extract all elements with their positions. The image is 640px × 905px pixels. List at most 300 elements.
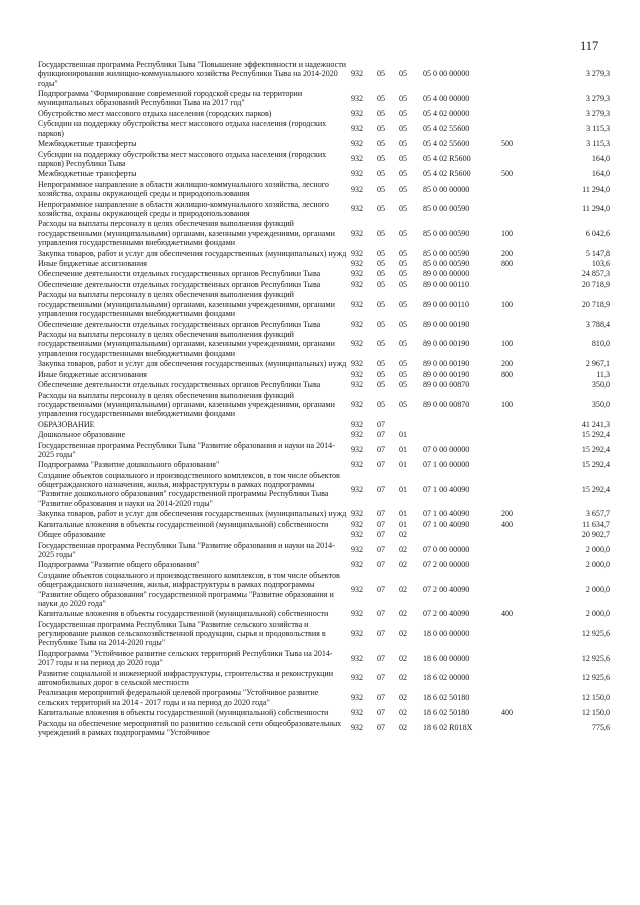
section-cell: 07 xyxy=(377,653,386,663)
ved-cell: 932 xyxy=(351,484,364,494)
subsection-cell: 05 xyxy=(399,123,408,133)
section-cell: 05 xyxy=(377,299,386,309)
name: Дошкольное образование xyxy=(38,430,126,440)
section-cell: 05 xyxy=(377,399,386,409)
target-article-cell: 89 0 00 00870 xyxy=(423,380,470,390)
table-row xyxy=(38,520,610,530)
name: Государственная программа Республики Тыва "Развитие сельского хозяйства и регулирование рынков сельскохозяйственной продукции, сырья и продовольствия в Республике Тыва на 2014-2020 годы" xyxy=(38,619,326,648)
ved-cell: 932 xyxy=(351,545,364,555)
expense-type-cell xyxy=(501,649,541,669)
amount-cell: 12 150,0 xyxy=(581,693,610,703)
table-row xyxy=(38,471,610,509)
name: Подпрограмма "Развитие общего образования" xyxy=(38,560,200,570)
budget-table xyxy=(38,60,610,739)
expense-type-cell: 800 xyxy=(501,369,514,379)
section-cell: 07 xyxy=(377,693,386,703)
table-row xyxy=(38,571,610,609)
section-cell: 07 xyxy=(377,560,386,570)
amount-cell: 5 147,8 xyxy=(585,248,610,258)
expense-type-cell xyxy=(501,530,541,540)
subsection-cell: 05 xyxy=(399,339,408,349)
subsection-cell: 01 xyxy=(399,460,408,470)
table-row xyxy=(38,330,610,359)
name: Субсидии на поддержку обустройства мест массового отдыха населения (городских парков) xyxy=(38,119,327,138)
name: Капитальные вложения в объекты государственной (муниципальной) собственности xyxy=(38,708,329,718)
expense-type-cell: 400 xyxy=(501,708,514,718)
table-row xyxy=(38,460,610,470)
table-row xyxy=(38,620,610,649)
subsection-cell: 02 xyxy=(399,693,408,703)
subsection-cell: 05 xyxy=(399,369,408,379)
ved-cell: 932 xyxy=(351,319,364,329)
target-article-cell: 85 0 00 00590 xyxy=(423,259,470,268)
name: Подпрограмма "Формирование современной городской среды на территории муниципальных образований Республики Тыва на 2017 год" xyxy=(38,89,303,108)
section-cell: 07 xyxy=(377,673,386,683)
expense-type-cell: 200 xyxy=(501,359,514,369)
name: Расходы на выплаты персоналу в целях обеспечения выполнения функций государственными (муниципальными) органами, казенными учреждениями, органами управления государственными внебюджетными фондами xyxy=(38,330,335,358)
target-article-cell: 05 4 02 R5600 xyxy=(423,154,471,164)
table-row xyxy=(38,200,610,220)
table-row xyxy=(38,180,610,200)
amount-cell: 2 000,0 xyxy=(585,584,610,594)
section-cell: 05 xyxy=(377,123,386,133)
expense-type-cell xyxy=(501,430,541,440)
ved-cell: 932 xyxy=(351,419,364,429)
section-cell: 05 xyxy=(377,69,386,79)
name: Капитальные вложения в объекты государственной (муниципальной) собственности xyxy=(38,519,329,529)
subsection-cell: 02 xyxy=(399,723,408,733)
table-row xyxy=(38,609,610,619)
section-cell: 07 xyxy=(377,545,386,555)
expense-type-cell xyxy=(501,269,541,279)
name: Создание объектов социального и производственного комплексов, в том числе объектов общегражданского назначения, жилья, инфраструктуры в рамках подпрограммы "Развитие дошкольного образования" государственной программы Республики Тыва "Развитие образования и науки на 2014-2020 годы" xyxy=(38,470,340,508)
subsection-cell: 01 xyxy=(399,445,408,455)
amount-cell: 350,0 xyxy=(591,399,610,409)
ved-cell: 932 xyxy=(351,93,364,103)
amount-cell: 15 292,4 xyxy=(581,430,610,440)
ved-cell: 932 xyxy=(351,279,364,289)
amount-cell: 20 902,7 xyxy=(581,530,610,540)
subsection-cell: 02 xyxy=(399,609,408,619)
name: Капитальные вложения в объекты государственной (муниципальной) собственности xyxy=(38,609,329,619)
amount-cell: 12 925,6 xyxy=(581,653,610,663)
section-cell: 05 xyxy=(377,259,386,268)
subsection-cell: 05 xyxy=(399,184,408,194)
ved-cell: 932 xyxy=(351,673,364,683)
target-article-cell: 07 0 00 00000 xyxy=(423,445,470,455)
ved-cell: 932 xyxy=(351,123,364,133)
subsection-cell: 02 xyxy=(399,653,408,663)
section-cell: 05 xyxy=(377,169,386,179)
target-article-cell: 89 0 00 00870 xyxy=(423,399,470,409)
ved-cell: 932 xyxy=(351,108,364,118)
target-article-cell: 89 0 00 00110 xyxy=(423,299,469,309)
ved-cell: 932 xyxy=(351,584,364,594)
amount-cell: 11,3 xyxy=(596,369,610,379)
target-article-cell: 05 4 00 00000 xyxy=(423,93,470,103)
expense-type-cell xyxy=(501,119,541,139)
table-row xyxy=(38,60,610,89)
subsection-cell: 02 xyxy=(399,545,408,555)
target-article-cell: 07 2 00 40090 xyxy=(423,584,470,594)
expense-type-cell xyxy=(501,571,541,609)
name: Обустройство мест массового отдыха населения (городских парков) xyxy=(38,108,272,118)
ved-cell: 932 xyxy=(351,460,364,470)
ved-cell: 932 xyxy=(351,708,364,718)
target-article-cell: 89 0 00 00190 xyxy=(423,369,470,379)
section-cell: 07 xyxy=(377,629,386,639)
target-article-cell: 18 6 02 50180 xyxy=(423,693,470,703)
table-row xyxy=(38,391,610,420)
name: Обеспечение деятельности отдельных государственных органов Республики Тыва xyxy=(38,279,321,289)
subsection-cell: 05 xyxy=(399,139,408,149)
section-cell: 05 xyxy=(377,319,386,329)
name: Подпрограмма "Устойчивое развитие сельских территорий Республики Тыва на 2014-2017 годы и на период до 2020 года" xyxy=(38,648,333,668)
name: Государственная программа Республики Тыва "Развитие образования и науки на 2014-2025 годы" xyxy=(38,440,335,459)
table-row xyxy=(38,169,610,179)
section-cell: 07 xyxy=(377,584,386,594)
ved-cell: 932 xyxy=(351,269,364,279)
target-article-cell: 89 0 00 00190 xyxy=(423,319,470,329)
section-cell: 05 xyxy=(377,93,386,103)
target-article-cell: 85 0 00 00590 xyxy=(423,228,470,238)
ved-cell: 932 xyxy=(351,723,364,733)
section-cell: 05 xyxy=(377,139,386,149)
amount-cell: 2 000,0 xyxy=(585,609,610,619)
name: Межбюджетные трансферты xyxy=(38,139,137,149)
amount-cell: 11 294,0 xyxy=(582,184,610,194)
subsection-cell: 01 xyxy=(399,484,408,494)
ved-cell: 932 xyxy=(351,259,364,268)
subsection-cell: 05 xyxy=(399,359,408,369)
ved-cell: 932 xyxy=(351,530,364,540)
subsection-cell: 05 xyxy=(399,399,408,409)
section-cell: 05 xyxy=(377,380,386,390)
target-article-cell: 89 0 00 00000 xyxy=(423,269,470,279)
section-cell: 07 xyxy=(377,519,386,529)
section-cell: 05 xyxy=(377,339,386,349)
table-row xyxy=(38,560,610,570)
table-row xyxy=(38,359,610,369)
name: Расходы на обеспечение мероприятий по развитию сельской сети общеобразовательных учреждений в рамках подпрограммы "Устойчивое xyxy=(38,718,342,738)
section-cell: 07 xyxy=(377,460,386,470)
expense-type-cell xyxy=(501,560,541,570)
ved-cell: 932 xyxy=(351,299,364,309)
target-article-cell: 89 0 00 00190 xyxy=(423,339,470,349)
target-article-cell: 05 4 02 00000 xyxy=(423,108,470,118)
table-row xyxy=(38,139,610,149)
name: Государственная программа Республики Тыва "Повышение эффективности и надежности функционирования жилищно-коммунального хозяйства Республики Тыва на 2014-2020 годы" xyxy=(38,60,347,88)
amount-cell: 6 042,6 xyxy=(585,228,610,238)
name: Обеспечение деятельности отдельных государственных органов Республики Тыва xyxy=(38,319,321,329)
target-article-cell: 07 2 00 00000 xyxy=(423,560,470,570)
ved-cell: 932 xyxy=(351,629,364,639)
ved-cell: 932 xyxy=(351,693,364,703)
section-cell: 07 xyxy=(377,530,386,540)
amount-cell: 20 718,9 xyxy=(581,279,610,289)
table-row xyxy=(38,430,610,440)
amount-cell: 3 115,3 xyxy=(586,139,610,149)
expense-type-cell xyxy=(501,688,541,708)
ved-cell: 932 xyxy=(351,359,364,369)
amount-cell: 15 292,4 xyxy=(581,460,610,470)
subsection-cell: 02 xyxy=(399,530,408,540)
expense-type-cell xyxy=(501,150,541,170)
amount-cell: 11 294,0 xyxy=(582,204,610,214)
section-cell: 05 xyxy=(377,279,386,289)
subsection-cell: 05 xyxy=(399,319,408,329)
subsection-cell: 05 xyxy=(399,228,408,238)
name: Закупка товаров, работ и услуг для обеспечения государственных (муниципальных) нужд xyxy=(38,248,347,258)
name: Расходы на выплаты персоналу в целях обеспечения выполнения функций государственными (муниципальными) органами, казенными учреждениями, органами управления государственными внебюджетными фондами xyxy=(38,390,335,419)
name: Реализация мероприятий федеральной целевой программы "Устойчивое развитие сельских территорий на 2014 - 2017 годы и на период до 2020 года" xyxy=(38,688,319,707)
amount-cell: 12 925,6 xyxy=(581,673,610,683)
expense-type-cell xyxy=(501,420,541,430)
subsection-cell: 05 xyxy=(399,248,408,258)
amount-cell: 41 241,3 xyxy=(581,419,610,429)
ved-cell: 932 xyxy=(351,369,364,379)
name: Расходы на выплаты персоналу в целях обеспечения выполнения функций государственными (муниципальными) органами, казенными учреждениями, органами управления государственными внебюджетными фондами xyxy=(38,219,335,248)
name: Субсидии на поддержку обустройства мест массового отдыха населения (городских парков) Республики Тыва xyxy=(38,149,327,168)
section-cell: 07 xyxy=(377,484,386,494)
subsection-cell: 01 xyxy=(399,519,408,529)
section-cell: 05 xyxy=(377,204,386,214)
expense-type-cell: 400 xyxy=(501,519,514,529)
expense-type-cell xyxy=(501,620,541,649)
target-article-cell: 89 0 00 00110 xyxy=(423,279,469,289)
subsection-cell: 05 xyxy=(399,169,408,179)
target-article-cell: 07 1 00 40090 xyxy=(423,484,470,494)
ved-cell: 932 xyxy=(351,154,364,164)
table-row xyxy=(38,420,610,430)
amount-cell: 12 925,6 xyxy=(581,629,610,639)
name: ОБРАЗОВАНИЕ xyxy=(38,419,95,429)
amount-cell: 3 279,3 xyxy=(585,93,610,103)
expense-type-cell xyxy=(501,60,541,89)
name: Общее образование xyxy=(38,530,106,540)
expense-type-cell xyxy=(501,89,541,109)
section-cell: 07 xyxy=(377,419,386,429)
amount-cell: 20 718,9 xyxy=(581,299,610,309)
target-article-cell: 18 0 00 00000 xyxy=(423,629,470,639)
subsection-cell: 05 xyxy=(399,299,408,309)
name: Иные бюджетные ассигнования xyxy=(38,369,147,379)
table-row xyxy=(38,89,610,109)
amount-cell: 3 788,4 xyxy=(585,319,610,329)
ved-cell: 932 xyxy=(351,445,364,455)
name: Обеспечение деятельности отдельных государственных органов Республики Тыва xyxy=(38,269,321,279)
subsection-cell: 05 xyxy=(399,380,408,390)
target-article-cell: 85 0 00 00590 xyxy=(423,248,470,258)
ved-cell: 932 xyxy=(351,519,364,529)
name: Расходы на выплаты персоналу в целях обеспечения выполнения функций государственными (муниципальными) органами, казенными учреждениями, органами управления государственными внебюджетными фондами xyxy=(38,290,335,319)
amount-cell: 103,6 xyxy=(591,259,610,268)
target-article-cell: 05 4 02 55600 xyxy=(423,123,470,133)
name: Иные бюджетные ассигнования xyxy=(38,259,147,268)
section-cell: 05 xyxy=(377,369,386,379)
name: Закупка товаров, работ и услуг для обеспечения государственных (муниципальных) нужд xyxy=(38,509,347,519)
amount-cell: 15 292,4 xyxy=(581,445,610,455)
table-row xyxy=(38,649,610,669)
expense-type-cell xyxy=(501,180,541,200)
subsection-cell: 05 xyxy=(399,93,408,103)
section-cell: 07 xyxy=(377,445,386,455)
amount-cell: 164,0 xyxy=(591,169,610,179)
expense-type-cell xyxy=(501,669,541,689)
table-row xyxy=(38,259,610,269)
table-row xyxy=(38,719,610,739)
section-cell: 05 xyxy=(377,154,386,164)
name: Создание объектов социального и производственного комплексов, в том числе объектов общегражданского назначения, жилья, инфраструктуры в рамках подпрограммы "Развитие общего образования" государственной программы "Развитие образования и науки до 2020 года" xyxy=(38,570,340,608)
section-cell: 05 xyxy=(377,359,386,369)
ved-cell: 932 xyxy=(351,228,364,238)
table-row xyxy=(38,441,610,461)
table-row xyxy=(38,150,610,170)
target-article-cell: 85 0 00 00590 xyxy=(423,204,470,214)
table-row xyxy=(38,269,610,279)
table-row xyxy=(38,290,610,319)
expense-type-cell xyxy=(501,109,541,119)
ved-cell: 932 xyxy=(351,139,364,149)
amount-cell: 11 634,7 xyxy=(582,519,610,529)
target-article-cell: 05 4 02 55600 xyxy=(423,139,470,149)
amount-cell: 2 000,0 xyxy=(585,560,610,570)
table-row xyxy=(38,320,610,330)
table-row xyxy=(38,509,610,519)
expense-type-cell: 200 xyxy=(501,248,514,258)
target-article-cell: 18 6 02 R018X xyxy=(423,723,473,733)
amount-cell: 350,0 xyxy=(591,380,610,390)
section-cell: 07 xyxy=(377,609,386,619)
table-row xyxy=(38,530,610,540)
target-article-cell: 18 6 02 00000 xyxy=(423,673,470,683)
expense-type-cell xyxy=(501,441,541,461)
amount-cell: 3 115,3 xyxy=(586,123,610,133)
name: Непрограммное направление в области жилищно-коммунального хозяйства, лесного хозяйства, охраны окружающей среды и природопользования xyxy=(38,199,329,218)
subsection-cell: 02 xyxy=(399,629,408,639)
section-cell: 05 xyxy=(377,184,386,194)
subsection-cell: 05 xyxy=(399,259,408,268)
section-cell: 07 xyxy=(377,723,386,733)
table-row xyxy=(38,688,610,708)
ved-cell: 932 xyxy=(351,430,364,440)
amount-cell: 810,0 xyxy=(591,339,610,349)
target-article-cell: 89 0 00 00190 xyxy=(423,359,470,369)
amount-cell: 3 279,3 xyxy=(585,108,610,118)
expense-type-cell: 100 xyxy=(501,339,514,349)
expense-type-cell: 400 xyxy=(501,609,514,619)
expense-type-cell xyxy=(501,280,541,290)
expense-type-cell xyxy=(501,471,541,509)
target-article-cell: 07 0 00 00000 xyxy=(423,545,470,555)
table-row xyxy=(38,380,610,390)
ved-cell: 932 xyxy=(351,248,364,258)
table-row xyxy=(38,280,610,290)
amount-cell: 12 150,0 xyxy=(581,708,610,718)
table-row xyxy=(38,669,610,689)
amount-cell: 2 000,0 xyxy=(585,545,610,555)
target-article-cell: 05 4 02 R5600 xyxy=(423,169,471,179)
expense-type-cell: 500 xyxy=(501,139,514,149)
subsection-cell: 01 xyxy=(399,509,408,519)
section-cell: 05 xyxy=(377,108,386,118)
expense-type-cell xyxy=(501,460,541,470)
subsection-cell: 02 xyxy=(399,560,408,570)
target-article-cell xyxy=(423,420,501,430)
table-row xyxy=(38,370,610,380)
expense-type-cell: 100 xyxy=(501,399,514,409)
ved-cell: 932 xyxy=(351,169,364,179)
ved-cell: 932 xyxy=(351,380,364,390)
section-cell: 05 xyxy=(377,228,386,238)
table-row xyxy=(38,219,610,248)
expense-type-cell xyxy=(501,380,541,390)
subsection-cell: 02 xyxy=(399,708,408,718)
table-row xyxy=(38,249,610,259)
target-article-cell: 07 1 00 40090 xyxy=(423,509,470,519)
expense-type-cell xyxy=(501,320,541,330)
ved-cell: 932 xyxy=(351,509,364,519)
table-row xyxy=(38,541,610,561)
amount-cell: 24 857,3 xyxy=(581,269,610,279)
expense-type-cell: 500 xyxy=(501,169,514,179)
subsection-cell: 02 xyxy=(399,584,408,594)
section-cell: 07 xyxy=(377,509,386,519)
table-row xyxy=(38,109,610,119)
amount-cell: 15 292,4 xyxy=(581,484,610,494)
amount-cell: 2 967,1 xyxy=(585,359,610,369)
subsection-cell: 02 xyxy=(399,673,408,683)
name: Подпрограмма "Развитие дошкольного образования" xyxy=(38,460,220,470)
target-article-cell xyxy=(423,430,501,440)
amount-cell: 3 279,3 xyxy=(585,69,610,79)
subsection-cell: 05 xyxy=(399,108,408,118)
ved-cell: 932 xyxy=(351,653,364,663)
expense-type-cell: 100 xyxy=(501,228,514,238)
target-article-cell: 18 6 00 00000 xyxy=(423,653,470,663)
section-cell: 07 xyxy=(377,430,386,440)
subsection-cell: 05 xyxy=(399,69,408,79)
amount-cell: 775,6 xyxy=(591,723,610,733)
expense-type-cell: 200 xyxy=(501,509,514,519)
subsection-cell: 05 xyxy=(399,279,408,289)
amount-cell: 164,0 xyxy=(591,154,610,164)
target-article-cell: 18 6 02 50180 xyxy=(423,708,470,718)
table-row xyxy=(38,708,610,718)
ved-cell: 932 xyxy=(351,69,364,79)
section-cell: 05 xyxy=(377,248,386,258)
target-article-cell: 85 0 00 00000 xyxy=(423,184,470,194)
subsection-cell: 05 xyxy=(399,154,408,164)
ved-cell: 932 xyxy=(351,339,364,349)
expense-type-cell xyxy=(501,719,541,739)
subsection-cell: 05 xyxy=(399,269,408,279)
expense-type-cell xyxy=(501,200,541,220)
ved-cell: 932 xyxy=(351,204,364,214)
expense-type-cell xyxy=(501,541,541,561)
target-article-cell: 05 0 00 00000 xyxy=(423,69,470,79)
ved-cell: 932 xyxy=(351,184,364,194)
name: Непрограммное направление в области жилищно-коммунального хозяйства, лесного хозяйства, охраны окружающей среды и природопользования xyxy=(38,179,329,199)
amount-cell: 3 657,7 xyxy=(585,509,610,519)
name: Государственная программа Республики Тыва "Развитие образования и науки на 2014-2025 годы" xyxy=(38,540,335,559)
expense-type-cell: 100 xyxy=(501,299,514,309)
target-article-cell: 07 2 00 40090 xyxy=(423,609,470,619)
target-article-cell xyxy=(423,530,501,540)
ved-cell: 932 xyxy=(351,560,364,570)
ved-cell: 932 xyxy=(351,609,364,619)
section-cell: 05 xyxy=(377,269,386,279)
